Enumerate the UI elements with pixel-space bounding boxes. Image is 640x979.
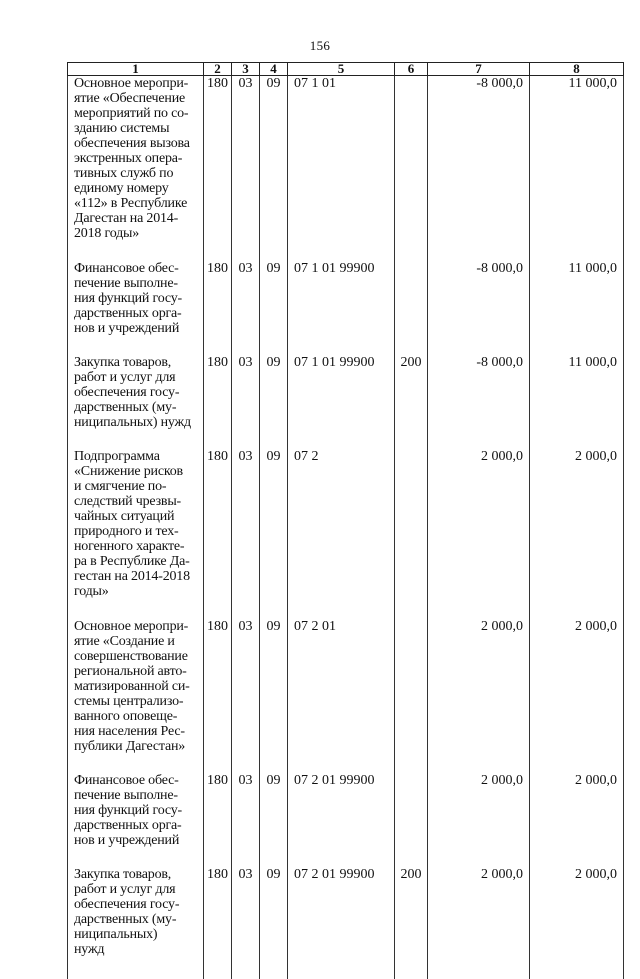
- row-expense-type: [395, 449, 428, 619]
- row-code-2: 180: [204, 867, 232, 957]
- row-target-code: 07 2 01 99900: [288, 867, 395, 957]
- row-target-code: 07 1 01 99900: [288, 261, 395, 355]
- column-header: 2: [204, 63, 232, 76]
- row-expense-type: [395, 619, 428, 773]
- row-code-3: 03: [232, 449, 260, 619]
- row-name-cell: [68, 76, 204, 262]
- table-row: [68, 355, 624, 449]
- row-code-2: 180: [204, 449, 232, 619]
- spacer-cell: [68, 957, 204, 979]
- spacer-cell: [428, 957, 530, 979]
- row-target-code: 07 2 01: [288, 619, 395, 773]
- row-code-4: 09: [260, 355, 288, 449]
- row-target-code: 07 1 01: [288, 76, 395, 262]
- table-header-row: [68, 63, 624, 76]
- row-expense-type: 200: [395, 867, 428, 957]
- row-code-4: 09: [260, 773, 288, 867]
- row-name-cell: [68, 619, 204, 773]
- spacer-cell: [232, 957, 260, 979]
- row-amount-change: -8 000,0: [428, 355, 530, 449]
- row-name-text: Закупка товаров, работ и услуг для обеспечения госу- дарственных (му- ниципальных) нужд: [74, 867, 201, 957]
- row-name-text: Основное меропри- ятие «Обеспечение мероприятий по со- зданию системы обеспечения вызова экстренных опера- тивных служб по единому номеру «112» в Республике Дагестан на 2014- 2018 годы»: [74, 76, 201, 241]
- row-amount-total: 11 000,0: [530, 261, 624, 355]
- row-expense-type: [395, 261, 428, 355]
- row-amount-total: 11 000,0: [530, 76, 624, 262]
- row-name-text: Подпрограмма «Снижение рисков и смягчение по- следствий чрезвы- чайных ситуаций природного и тех- ногенного характе- ра в Республике Да- гестан на 2014-2018 годы»: [74, 449, 201, 599]
- spacer-cell: [288, 957, 395, 979]
- row-amount-change: 2 000,0: [428, 773, 530, 867]
- table-row: [68, 773, 624, 867]
- row-code-4: 09: [260, 76, 288, 262]
- row-code-3: 03: [232, 76, 260, 262]
- spacer-cell: [395, 957, 428, 979]
- row-code-4: 09: [260, 449, 288, 619]
- row-code-3: 03: [232, 261, 260, 355]
- column-header: 8: [530, 63, 624, 76]
- row-name-text: Основное меропри- ятие «Создание и совершенствование региональной авто- матизированной си- стемы централизо- ванного оповеще- ния населения Рес- публики Дагестан»: [74, 619, 201, 754]
- row-name-cell: [68, 867, 204, 957]
- row-expense-type: [395, 773, 428, 867]
- row-code-2: 180: [204, 773, 232, 867]
- row-amount-change: -8 000,0: [428, 261, 530, 355]
- spacer-cell: [260, 957, 288, 979]
- column-header: 1: [68, 63, 204, 76]
- row-expense-type: 200: [395, 355, 428, 449]
- budget-table: [67, 62, 624, 979]
- table-row: [68, 867, 624, 957]
- row-target-code: 07 1 01 99900: [288, 355, 395, 449]
- row-name-text: Финансовое обес- печение выполне- ния функций госу- дарственных орга- нов и учреждений: [74, 773, 201, 848]
- table-row: [68, 261, 624, 355]
- table-body: [68, 76, 624, 979]
- row-code-4: 09: [260, 261, 288, 355]
- column-header: 5: [288, 63, 395, 76]
- row-name-cell: [68, 449, 204, 619]
- row-amount-total: 11 000,0: [530, 355, 624, 449]
- row-amount-change: 2 000,0: [428, 619, 530, 773]
- row-name-cell: [68, 773, 204, 867]
- table-row: [68, 449, 624, 619]
- column-header: 6: [395, 63, 428, 76]
- column-header: 7: [428, 63, 530, 76]
- row-name-text: Закупка товаров, работ и услуг для обеспечения госу- дарственных (му- ниципальных) нужд: [74, 355, 201, 430]
- row-code-2: 180: [204, 619, 232, 773]
- row-code-4: 09: [260, 619, 288, 773]
- table-row: [68, 619, 624, 773]
- row-code-3: 03: [232, 619, 260, 773]
- row-name-cell: [68, 261, 204, 355]
- column-header: 3: [232, 63, 260, 76]
- row-name-text: Финансовое обес- печение выполне- ния функций госу- дарственных орга- нов и учреждений: [74, 261, 201, 336]
- row-code-4: 09: [260, 867, 288, 957]
- row-code-2: 180: [204, 355, 232, 449]
- table-spacer-row: [68, 957, 624, 979]
- row-name-cell: [68, 355, 204, 449]
- row-target-code: 07 2: [288, 449, 395, 619]
- row-amount-change: -8 000,0: [428, 76, 530, 262]
- row-amount-total: 2 000,0: [530, 449, 624, 619]
- row-code-3: 03: [232, 867, 260, 957]
- spacer-cell: [204, 957, 232, 979]
- spacer-cell: [530, 957, 624, 979]
- row-amount-change: 2 000,0: [428, 449, 530, 619]
- table-row: [68, 76, 624, 262]
- row-amount-total: 2 000,0: [530, 619, 624, 773]
- row-amount-change: 2 000,0: [428, 867, 530, 957]
- row-target-code: 07 2 01 99900: [288, 773, 395, 867]
- row-expense-type: [395, 76, 428, 262]
- row-code-3: 03: [232, 773, 260, 867]
- row-code-2: 180: [204, 76, 232, 262]
- row-code-2: 180: [204, 261, 232, 355]
- page-number: 156: [0, 38, 640, 54]
- column-header: 4: [260, 63, 288, 76]
- row-amount-total: 2 000,0: [530, 773, 624, 867]
- row-amount-total: 2 000,0: [530, 867, 624, 957]
- row-code-3: 03: [232, 355, 260, 449]
